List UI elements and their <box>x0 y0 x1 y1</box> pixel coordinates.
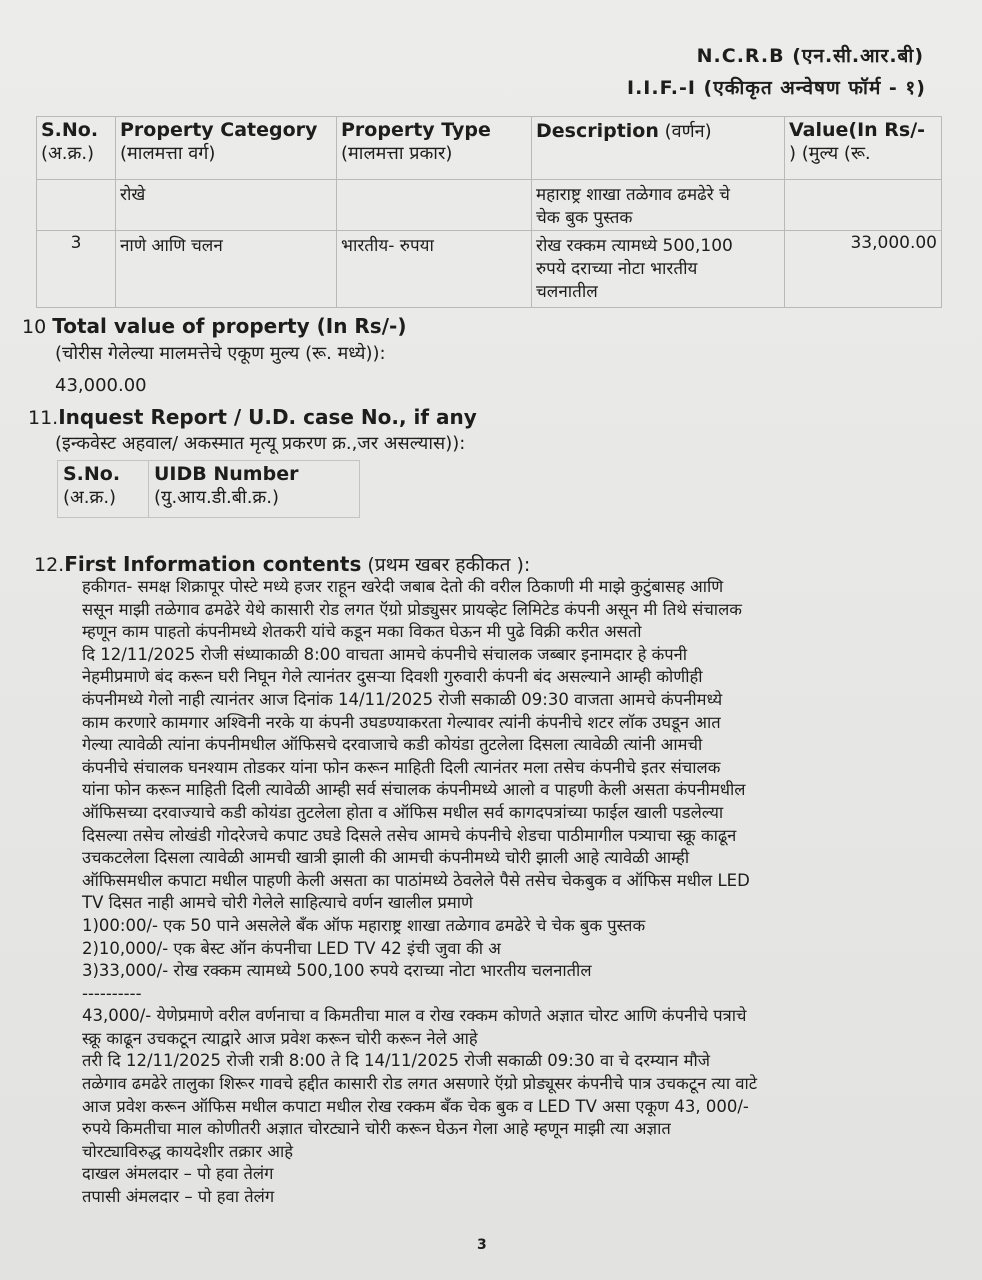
fir-line: दि 12/11/2025 रोजी संध्याकाळी 8:00 वाचता आमचे कंपनीचे संचालक जब्बार इनामदार हे कंपनी <box>82 644 688 664</box>
uidb-col-sno: S.No. (अ.क्र.) <box>58 461 149 518</box>
ncrb-header: N.C.R.B (एन.सी.आर.बी) <box>696 45 924 67</box>
fir-line: तपासी अंमलदार – पो हवा तेलंग <box>82 1187 275 1207</box>
fir-line: दाखल अंमलदार – पो हवा तेलंग <box>82 1164 274 1184</box>
row-value: 33,000.00 <box>785 231 942 308</box>
row-sno: 3 <box>37 231 116 308</box>
uidb-col-number: UIDB Number (यु.आय.डी.बी.क्र.) <box>149 461 360 518</box>
section-11-title: 11.Inquest Report / U.D. case No., if any <box>28 405 477 429</box>
col-type: Property Type (मालमत्ता प्रकार) <box>337 117 532 180</box>
row-category: रोखे <box>116 180 337 231</box>
section-10-subtitle: (चोरीस गेलेल्या मालमत्तेचे एकूण मुल्य (रू. मध्ये)): <box>55 343 386 364</box>
uidb-table-header <box>58 461 360 518</box>
fir-line: ---------- <box>82 983 142 1003</box>
total-value: 43,000.00 <box>55 375 147 396</box>
fir-line: कंपनीमध्ये गेलो नाही त्यानंतर आज दिनांक 14/11/2025 रोजी सकाळी 09:30 वाजता आमचे कंपनीमध्ये <box>82 689 723 709</box>
row-category: नाणे आणि चलन <box>116 231 337 308</box>
fir-line: ऑफिसमधील कपाटा मधील पाहणी केली असता का पाठांमध्ये ठेवलेले पैसे तसेच चेकबुक व ऑफिस मधील LED <box>82 870 750 890</box>
fir-line: चोरट्याविरुद्ध कायदेशीर तक्रार आहे <box>82 1141 293 1161</box>
fir-line: उचकटलेला दिसला त्यावेळी आमची खात्री झाली की आमची कंपनीमध्ये चोरी झाली आहे त्यावेळी आम्ही <box>82 848 690 868</box>
property-table <box>36 116 942 308</box>
property-table-header <box>37 117 942 180</box>
col-value: Value(In Rs/- ) (मुल्य (रू. <box>785 117 942 180</box>
row-value <box>785 180 942 231</box>
fir-line: म्हणून काम पाहतो कंपनीमध्ये शेतकरी यांचे कडून मका विकत घेऊन मी पुढे विक्री करीत असतो <box>82 622 642 642</box>
fir-line: 1)00:00/- एक 50 पाने असलेले बँक ऑफ महाराष्ट्र शाखा तळेगाव ढमढेरे चे चेक बुक पुस्तक <box>82 915 646 935</box>
section-11-subtitle: (इन्कवेस्ट अहवाल/ अकस्मात मृत्यू प्रकरण क्र.,जर असल्यास)): <box>55 433 466 454</box>
col-description: Description (वर्णन) <box>532 117 785 180</box>
table-row <box>37 231 942 308</box>
fir-line: रुपये किमतीचा माल कोणीतरी अज्ञात चोरट्याने चोरी करून घेऊन गेला आहे म्हणून माझी त्या अज्ञात <box>82 1119 671 1139</box>
fir-line: 43,000/- येणेप्रमाणे वरील वर्णनाचा व किमतीचा माल व रोख रक्कम कोणते अज्ञात चोरट आणि कंपनीचे पत्राचे <box>82 1006 747 1026</box>
fir-line: 2)10,000/- एक बेस्ट ऑन कंपनीचा LED TV 42 इंची जुवा की अ <box>82 938 501 958</box>
fir-line: ससून माझी तळेगाव ढमढेरे येथे कासारी रोड लगत ऍग्रो प्रोड्युसर प्रायव्हेट लिमिटेड कंपनी असून मी तिथे संचालक <box>82 599 742 619</box>
fir-line: आज प्रवेश करून ऑफिस मधील कपाटा मधील रोख रक्कम बँक चेक बुक व LED TV असा एकूण 43, 000/- <box>82 1096 749 1116</box>
row-description: रोख रक्कम त्यामध्ये 500,100 रुपये दराच्या नोटा भारतीय चलनातील <box>532 231 785 308</box>
fir-line: नेहमीप्रमाणे बंद करून घरी निघून गेले त्यानंतर दुसऱ्या दिवशी गुरुवारी कंपनी बंद असल्याने आम्ही कोणीही <box>82 667 703 687</box>
fir-line: कंपनीचे संचालक घनश्याम तोडकर यांना फोन करून माहिती दिली त्यानंतर मला तसेच कंपनीचे इतर संचालक <box>82 757 721 777</box>
fir-line: स्क्रू काढून उचकटून त्याद्वारे आज प्रवेश करून चोरी करून नेले आहे <box>82 1028 478 1048</box>
row-type <box>337 180 532 231</box>
fir-line: हकीगत- समक्ष शिक्रापूर पोस्टे मध्ये हजर राहून खरेदी जबाब देतो की वरील ठिकाणी मी माझे कुटुंबासह आणि <box>82 577 724 596</box>
uidb-table <box>57 460 360 518</box>
fir-line: दिसल्या तसेच लोखंडी गोदरेजचे कपाट उघडे दिसले तसेच आमचे कंपनीचे शेडचा पाठीमागील पत्र्याचा स्क्रू काढून <box>82 825 737 845</box>
fir-line: तरी दि 12/11/2025 रोजी रात्री 8:00 ते दि 14/11/2025 रोजी सकाळी 09:30 वा चे दरम्यान मौजे <box>82 1051 710 1071</box>
fir-line: काम करणारे कामगार अश्विनी नरके या कंपनी उघडण्याकरता गेल्यावर त्यांनी कंपनीचे शटर लॉक उघडून आत <box>82 712 721 732</box>
fir-contents <box>82 576 882 1209</box>
page-number: 3 <box>477 1237 487 1253</box>
row-description: महाराष्ट्र शाखा तळेगाव ढमढेरे चे चेक बुक पुस्तक <box>532 180 785 231</box>
row-sno <box>37 180 116 231</box>
fir-line: TV दिसत नाही आमचे चोरी गेलेले साहित्याचे वर्णन खालील प्रमाणे <box>82 893 473 913</box>
fir-line: तळेगाव ढमढेरे तालुका शिरूर गावचे हद्दीत कासारी रोड लगत असणारे ऍग्रो प्रोड्यूसर कंपनीचे पात्र उचकटून त्या वाटे <box>82 1074 758 1094</box>
col-category: Property Category (मालमत्ता वर्ग) <box>116 117 337 180</box>
fir-line: यांना फोन करून माहिती दिली त्यावेळी आम्ही सर्व संचालक कंपनीमध्ये आलो व पाहणी केली असता कंपनीमधील <box>82 780 746 800</box>
fir-line: गेल्या त्यावेळी त्यांना कंपनीमधील ऑफिसचे दरवाजाचे कडी कोयंडा तुटलेला दिसला त्यावेळी त्यांनी आमची <box>82 735 703 755</box>
col-sno: S.No. (अ.क्र.) <box>37 117 116 180</box>
iif-header: I.I.F.-I (एकीकृत अन्वेषण फॉर्म - १) <box>627 77 926 99</box>
section-10-title: 10 Total value of property (In Rs/-) <box>22 314 407 338</box>
fir-line: 3)33,000/- रोख रक्कम त्यामध्ये 500,100 रुपये दराच्या नोटा भारतीय चलनातील <box>82 961 592 981</box>
table-row <box>37 180 942 231</box>
fir-line: ऑफिसच्या दरवाज्याचे कडी कोयंडा तुटलेला होता व ऑफिस मधील सर्व कागदपत्रांच्या फाईल खाली पडलेल्या <box>82 802 724 822</box>
row-type: भारतीय- रुपया <box>337 231 532 308</box>
section-12-title: 12.First Information contents (प्रथम खबर हकीकत ): <box>34 552 531 576</box>
